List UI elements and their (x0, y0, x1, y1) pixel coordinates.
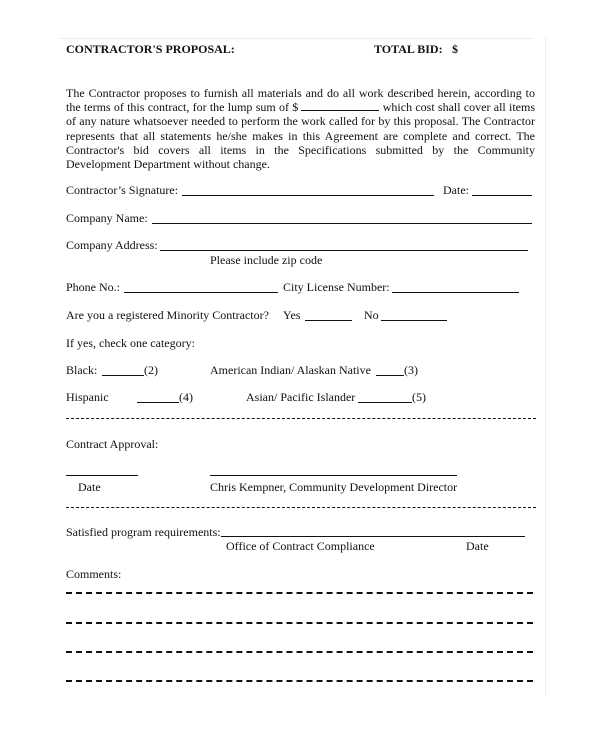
signature-date-label: Date: (443, 183, 469, 197)
page-edge-top (60, 38, 534, 39)
compliance-signature-line[interactable] (221, 536, 525, 537)
category-black-line[interactable] (102, 375, 144, 376)
license-line[interactable] (392, 292, 519, 293)
category-hispanic-code: (4) (179, 390, 193, 404)
category-hispanic-label: Hispanic (66, 390, 109, 404)
minority-question: Are you a registered Minority Contractor? (66, 308, 269, 322)
proposal-title: CONTRACTOR'S PROPOSAL: (66, 42, 235, 56)
approval-date-label: Date (78, 480, 101, 494)
phone-label: Phone No.: (66, 280, 120, 294)
company-name-label: Company Name: (66, 211, 148, 225)
category-black-label: Black: (66, 363, 98, 377)
paragraph-line-3: of any nature whatsoever needed to perform the work called for by this proposal. The Contractor (66, 114, 535, 129)
total-bid-label: TOTAL BID: (374, 42, 443, 56)
total-bid-currency: $ (452, 42, 458, 56)
minority-yes-label: Yes (283, 308, 301, 322)
comment-line-4[interactable] (66, 680, 533, 682)
category-hispanic-line[interactable] (137, 402, 179, 403)
signature-date-line[interactable] (472, 195, 532, 196)
comments-label: Comments: (66, 567, 122, 581)
paragraph-line-2b: which cost shall cover all items (382, 100, 536, 115)
approval-date-line[interactable] (66, 475, 138, 476)
category-black-code: (2) (144, 363, 158, 377)
contract-approval-title: Contract Approval: (66, 437, 159, 451)
paragraph-line-1: The Contractor proposes to furnish all materials and do all work described herein, according to (66, 86, 535, 100)
category-american-indian-line[interactable] (376, 375, 404, 376)
compliance-date-label: Date (466, 539, 489, 553)
zip-code-note: Please include zip code (210, 253, 323, 267)
company-address-line[interactable] (160, 250, 528, 251)
lump-sum-blank[interactable] (301, 100, 379, 111)
comment-line-3[interactable] (66, 651, 533, 653)
paragraph-line-2 (66, 100, 535, 114)
director-label: Chris Kempner, Community Development Director (210, 480, 458, 494)
company-name-line[interactable] (152, 223, 532, 224)
section-divider (66, 418, 536, 419)
phone-line[interactable] (124, 292, 278, 293)
minority-yes-line[interactable] (305, 320, 352, 321)
signature-label: Contractor’s Signature: (66, 183, 179, 197)
proposal-paragraph (66, 86, 535, 171)
category-asian-label: Asian/ Pacific Islander (246, 390, 356, 404)
minority-no-line[interactable] (381, 320, 447, 321)
comment-line-1[interactable] (66, 592, 533, 594)
office-compliance-label: Office of Contract Compliance (226, 539, 375, 553)
minority-no-label: No (364, 308, 379, 322)
paragraph-line-6: Development Department without change. (66, 156, 270, 171)
company-address-label: Company Address: (66, 238, 158, 252)
license-label: City License Number: (283, 280, 390, 294)
satisfied-requirements-label: Satisfied program requirements: (66, 525, 221, 539)
category-instruction: If yes, check one category: (66, 336, 195, 350)
comment-line-2[interactable] (66, 622, 533, 624)
paragraph-line-4: represents that all statements he/she makes in this Agreement are complete and correct. The (66, 128, 535, 143)
director-signature-line[interactable] (210, 475, 457, 476)
approval-divider (66, 507, 536, 508)
category-asian-line[interactable] (358, 402, 412, 403)
category-american-indian-label: American Indian/ Alaskan Native (210, 363, 371, 377)
category-american-indian-code: (3) (404, 363, 418, 377)
page-edge-right (545, 36, 546, 696)
paragraph-line-2a: the terms of this contract, for the lump sum of $ (66, 100, 299, 115)
signature-line[interactable] (182, 195, 434, 196)
paragraph-line-5: Contractor's bid covers all items in the Specifications submitted by the Community (66, 142, 535, 157)
category-asian-code: (5) (412, 390, 426, 404)
